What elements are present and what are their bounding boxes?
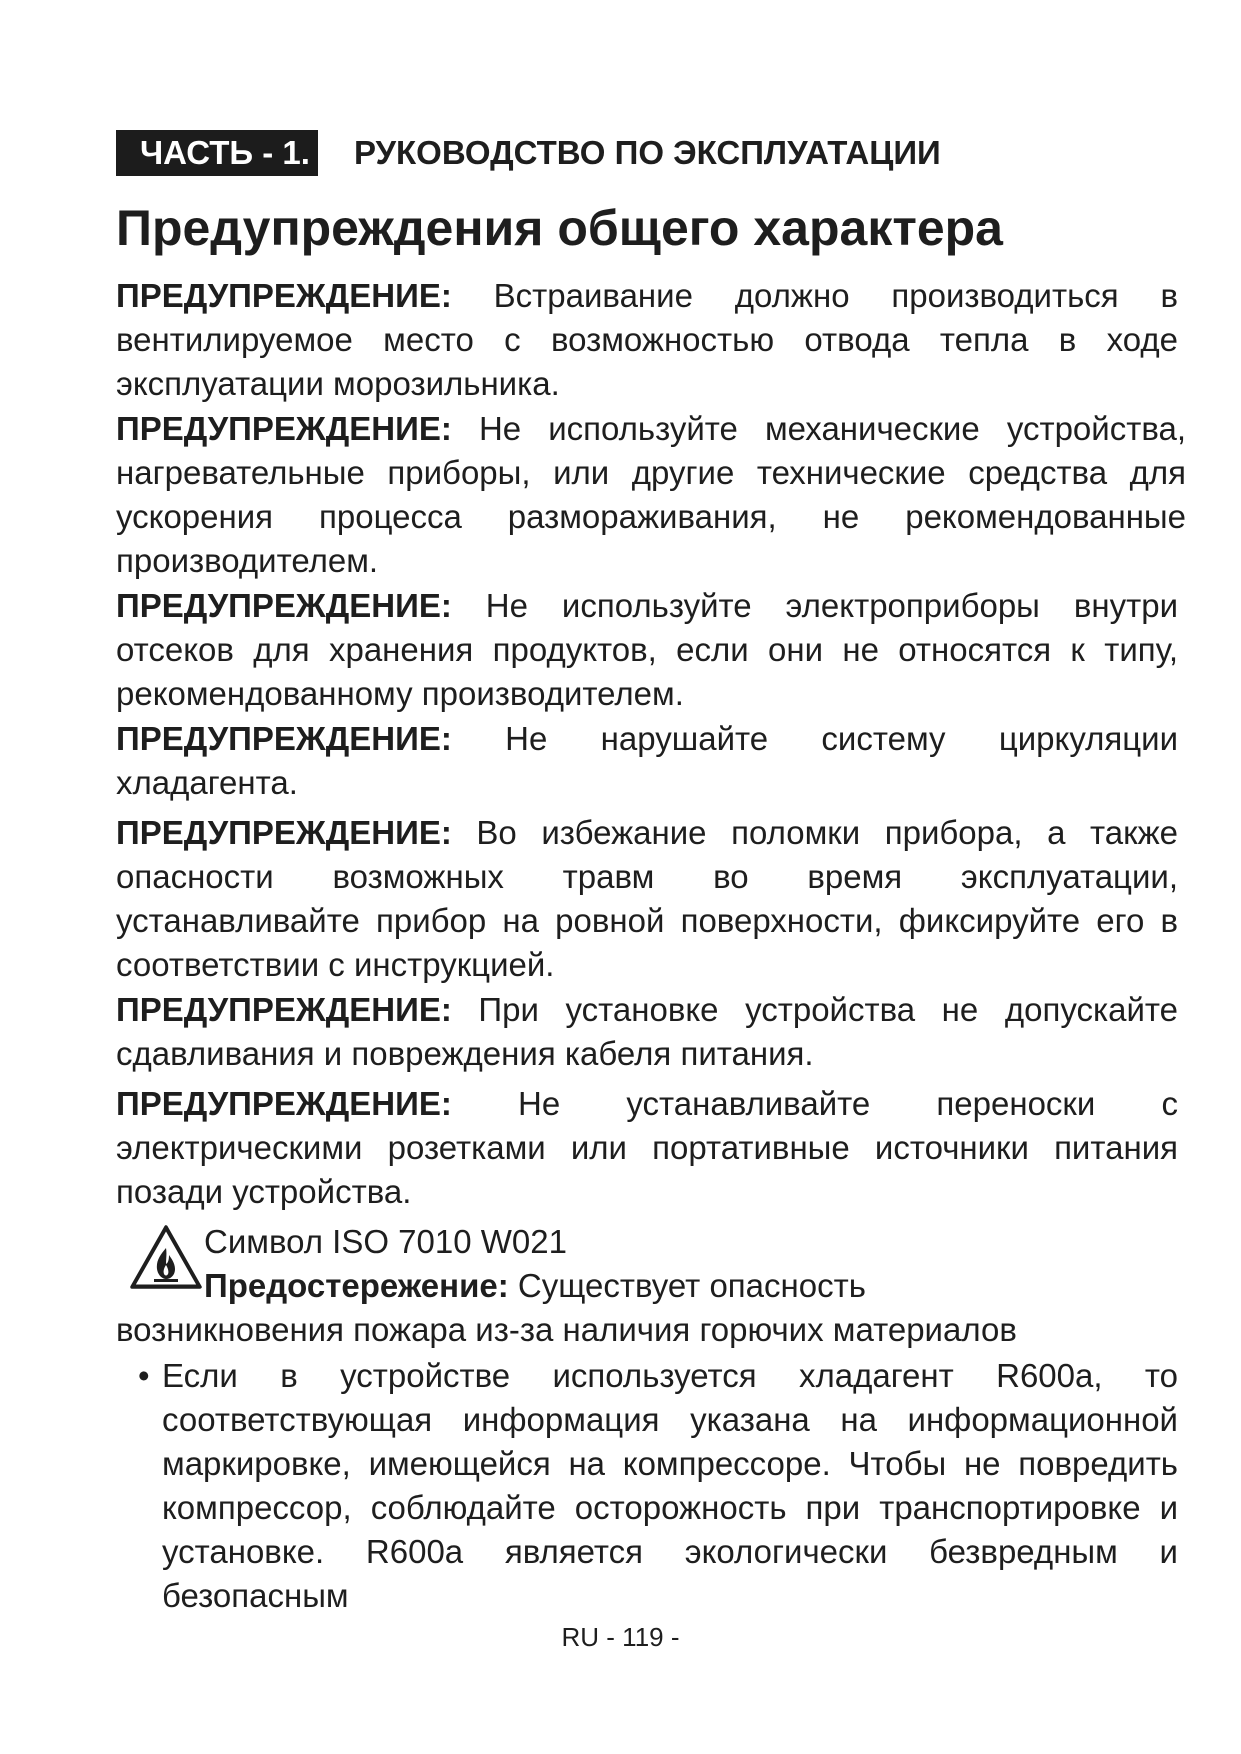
bullet-mark: • (138, 1357, 150, 1394)
warning-paragraph (116, 584, 1178, 716)
section-header (116, 130, 941, 176)
warning-label: ПРЕДУПРЕЖДЕНИЕ: (116, 587, 452, 624)
warning-text: Во избежание поломки прибора, а также опасности возможных травм во время эксплуатации, устанавливайте прибор на ровной поверхности, фиксируйте его в соответствии с инструкцией. (116, 814, 1178, 983)
warning-paragraph (116, 274, 1178, 406)
warning-paragraph (116, 811, 1178, 987)
warning-paragraph (116, 717, 1178, 805)
flammable-warning-icon (130, 1224, 202, 1290)
page-number: RU - 119 - (561, 1622, 680, 1652)
warnings-content (116, 274, 1187, 1618)
warning-paragraph (116, 407, 1186, 583)
caution-line (204, 1264, 866, 1308)
warning-label: ПРЕДУПРЕЖДЕНИЕ: (116, 814, 452, 851)
warning-text: Не устанавливайте переноски с электрическими розетками или портативные источники питания позади устройства. (116, 1085, 1178, 1210)
bullet-text: Если в устройстве используется хладагент R600a, то соответствующая информация указана на информационной маркировке, имеющейся на компрессоре. Чтобы не повредить компрессор, соблюдайте осторожность при транспортировке и установке. R600a является экологически безвредным и безопасным (162, 1357, 1178, 1614)
part-title: РУКОВОДСТВО ПО ЭКСПЛУАТАЦИИ (353, 134, 941, 171)
symbol-code: Символ ISO 7010 W021 (204, 1223, 567, 1260)
warning-label: ПРЕДУПРЕЖДЕНИЕ: (116, 277, 452, 314)
warning-label: ПРЕДУПРЕЖДЕНИЕ: (116, 410, 452, 447)
list-item (116, 1354, 1178, 1618)
caution-label: Предостережение: (204, 1267, 509, 1304)
warning-text: Не используйте электроприборы внутри отсеков для хранения продуктов, если они не относятся к типу, рекомендованному производителем. (116, 587, 1178, 712)
warning-text: Не нарушайте систему циркуляции хладагента. (116, 720, 1179, 801)
warning-text: Встраивание должно производиться в вентилируемое место с возможностью отвода тепла в ходе эксплуатации морозильника. (116, 277, 1179, 402)
warning-label: ПРЕДУПРЕЖДЕНИЕ: (116, 991, 452, 1028)
warning-text: При установке устройства не допускайте сдавливания и повреждения кабеля питания. (116, 991, 1179, 1072)
warning-label: ПРЕДУПРЕЖДЕНИЕ: (116, 720, 452, 757)
caution-continuation: возникновения пожара из-за наличия горючих материалов (116, 1311, 1017, 1348)
page-title: Предупреждения общего характера (116, 200, 1003, 256)
caution-text: Существует опасность (517, 1267, 866, 1304)
warning-text: Не используйте механические устройства, нагревательные приборы, или другие технические средства для ускорения процесса размораживания, не рекомендованные производителем. (116, 410, 1187, 579)
symbol-block (116, 1220, 1178, 1308)
warning-label: ПРЕДУПРЕЖДЕНИЕ: (116, 1085, 452, 1122)
warning-paragraph (116, 1082, 1178, 1214)
warning-paragraph (116, 988, 1178, 1076)
part-badge: ЧАСТЬ - 1. (116, 130, 318, 176)
